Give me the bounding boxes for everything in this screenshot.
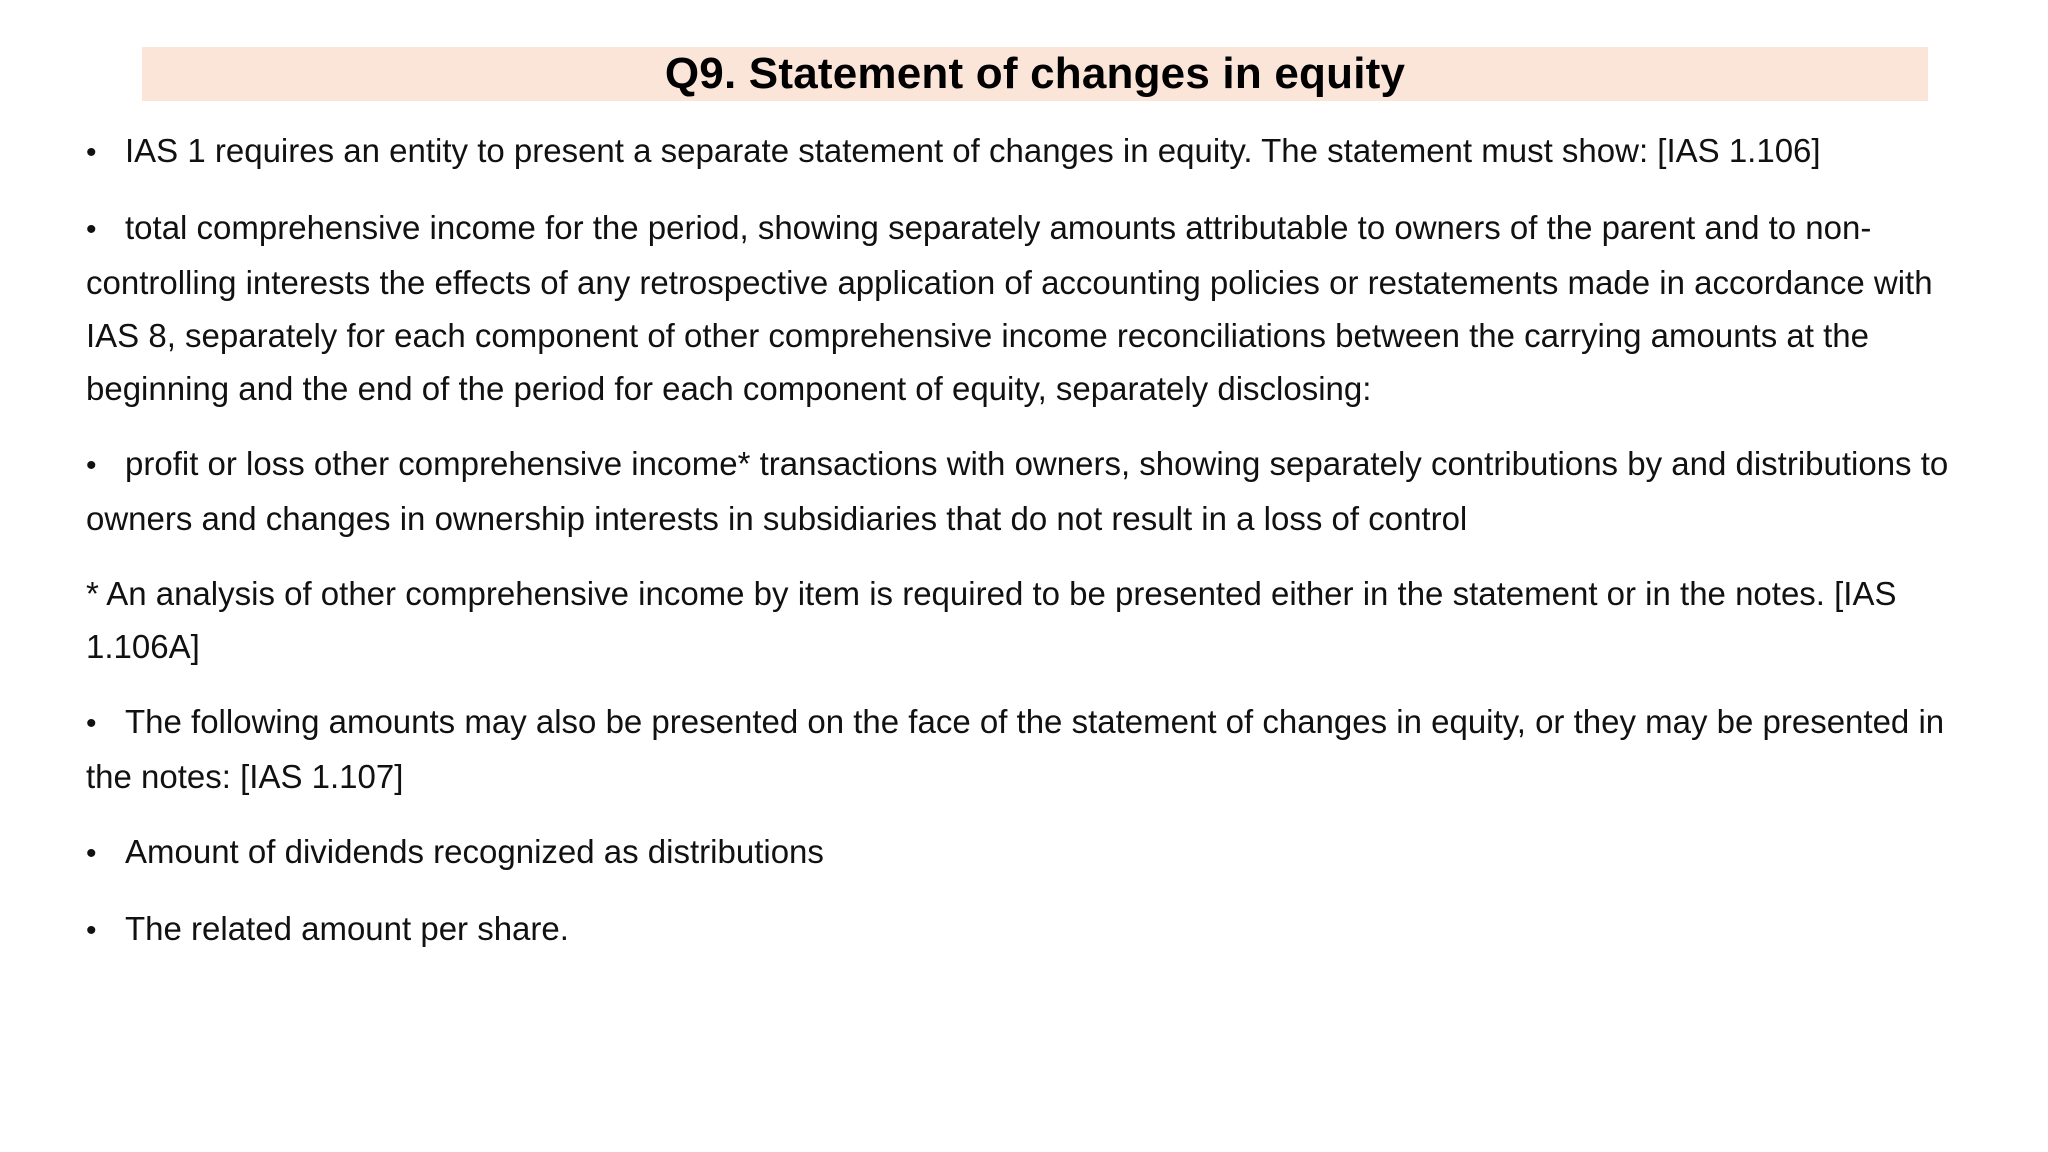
paragraph-total-comprehensive-income — [86, 201, 1986, 415]
title-band — [142, 47, 1928, 101]
bullet-icon: • — [86, 136, 97, 169]
paragraph-text: The related amount per share. — [125, 910, 569, 947]
bullet-icon: • — [86, 837, 97, 870]
paragraph-text: total comprehensive income for the period, showing separately amounts attributable to owners of the parent and to non-controlling interests the effects of any retrospective application of accounting policies or restatements made in accordance with IAS 8, separately for each component of other comprehensive income reconciliations between the carrying amounts at the beginning and the end of the period for each component of equity, separately disclosing: — [86, 209, 1933, 407]
paragraph-text: The following amounts may also be presented on the face of the statement of changes in equity, or they may be presented in the notes: [IAS 1.107] — [86, 703, 1945, 795]
slide-body — [86, 124, 1986, 979]
paragraph-text: IAS 1 requires an entity to present a separate statement of changes in equity. The statement must show: [IAS 1.106] — [125, 132, 1821, 169]
bullet-icon: • — [86, 914, 97, 947]
bullet-icon: • — [86, 213, 97, 246]
paragraph-dividends — [86, 825, 1986, 880]
paragraph-text: Amount of dividends recognized as distributions — [125, 833, 824, 870]
paragraph-profit-or-loss — [86, 437, 1986, 545]
paragraph-following-amounts — [86, 695, 1986, 803]
paragraph-text: * An analysis of other comprehensive income by item is required to be presented either in the statement or in the notes. [IAS 1.106A] — [86, 575, 1897, 665]
slide-title: Q9. Statement of changes in equity — [664, 49, 1406, 98]
bullet-icon: • — [86, 449, 97, 482]
bullet-icon: • — [86, 707, 97, 740]
paragraph-ias1-requirement — [86, 124, 1986, 179]
paragraph-text: profit or loss other comprehensive income* transactions with owners, showing separately contributions by and distributions to owners and changes in ownership interests in subsidiaries that do not result in a loss of control — [86, 445, 1949, 537]
paragraph-oci-footnote — [86, 567, 1986, 673]
paragraph-amount-per-share — [86, 902, 1986, 957]
